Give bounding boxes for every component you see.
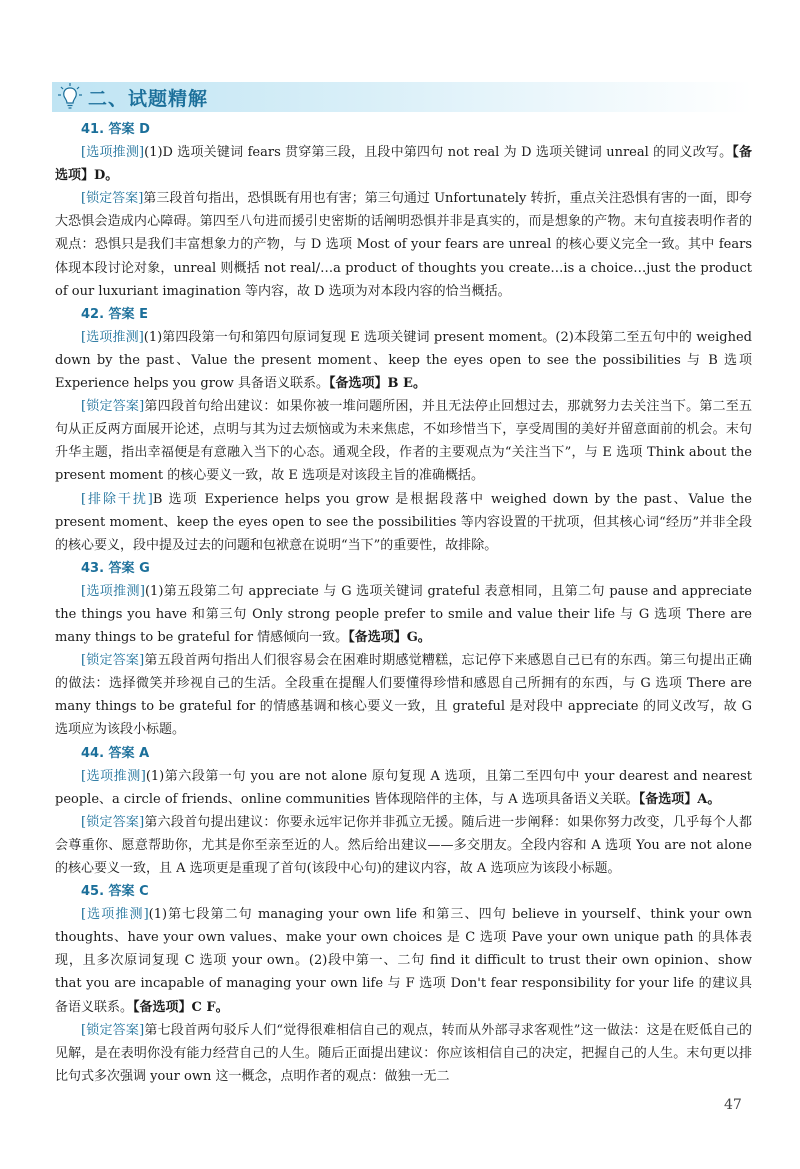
- answer-heading-43: 43. 答案 G: [81, 560, 150, 576]
- paragraph-41-lock: [锁定答案]第三段首句指出，恐惧既有用也有害；第三句通过 Unfortunately 转折，重点关注恐惧有害的一面，即夸大恐惧会造成内心障碍。第四至八句进而援引史密斯的话阐明恐惧并非是真实的，而是想象的产物。末句直接表明作者的观点：恐惧只是我们丰富想象力的产物，与 D 选项 Most of your fears are unreal 的核心要义完全一致。其中 fears 体现本段讨论对象，unreal 则概括 not real/…a product of thoughts you create…is a choice…just the product of our luxuriant imagination 等内容，故 D 选项为对本段内容的恰当概括。: [55, 191, 752, 299]
- answer-heading-42: 42. 答案 E: [81, 306, 148, 322]
- tag-label: [选项推测]: [81, 329, 144, 345]
- lightbulb-icon: [58, 82, 82, 112]
- tag-label: [锁定答案]: [81, 814, 145, 830]
- tag-label: [排除干扰]: [81, 491, 153, 507]
- backup-option: 【备选项】C F。: [133, 999, 229, 1015]
- tag-label: [锁定答案]: [81, 653, 145, 669]
- tag-label: [选项推测]: [81, 907, 149, 923]
- tag-label: [选项推测]: [81, 768, 146, 784]
- paragraph-41-predict: [选项推测](1)D 选项关键词 fears 贯穿第三段，且段中第四句 not real 为 D 选项关键词 unreal 的同义改写。【备选项】D。: [55, 145, 752, 184]
- backup-option: 【备选项】B E。: [329, 376, 426, 392]
- tag-label: [锁定答案]: [81, 1022, 145, 1038]
- answer-heading-45: 45. 答案 C: [81, 884, 149, 900]
- paragraph-43-lock: [锁定答案]第五段首两句指出人们很容易会在困难时期感觉糟糕，忘记停下来感恩自己已有的东西。第三句提出正确的做法：选择微笑并珍视自己的生活。全段重在提醒人们要懂得珍惜和感恩自己所拥有的东西，与 G 选项 There are many things to be grateful for 的情感基调和核心要义一致，且 grateful 是对段中 appreciate 的同义改写，故 G 选项应为该段小标题。: [55, 653, 752, 738]
- backup-option: 【备选项】G。: [348, 630, 431, 646]
- page-number: 47: [724, 1097, 742, 1113]
- paragraph-42-exclude: [排除干扰]B 选项 Experience helps you grow 是根据段落中 weighed down by the past、Value the present moment、keep the eyes open to see the possibilities 等内容设置的干扰项，但其核心词“经历”并非全段的核心要义，段中提及过去的问题和包袱意在说明“当下”的重要性，故排除。: [55, 491, 752, 553]
- paragraph-45-predict: [选项推测](1)第七段第二句 managing your own life 和第三、四句 believe in yourself、think your own thoughts、have your own values、make your own choices 是 C 选项 Pave your own unique path 的具体表现，且多次原词复现 C 选项 your own。(2)段中第一、二句 find it difficult to trust their own opinion、show that you are incapable of managing your own life 与 F 选项 Don't fear responsibility for your life 的建议具备语义联系。【备选项】C F。: [55, 907, 752, 1015]
- tag-label: [选项推测]: [81, 145, 145, 161]
- section-title: 二、试题精解: [88, 88, 209, 110]
- tag-label: [选项推测]: [81, 583, 145, 599]
- paragraph-42-lock: [锁定答案]第四段首句给出建议：如果你被一堆问题所困，并且无法停止回想过去，那就努力去关注当下。第二至五句从正反两方面展开论述，点明与其为过去烦恼或为未来焦虑，不如珍惜当下，享受周围的美好并留意面前的机会。末句升华主题，指出幸福便是有意融入当下的心态。通观全段，作者的主要观点为“关注当下”，与 E 选项 Think about the present moment 的核心要义一致，故 E 选项是对该段主旨的准确概括。: [55, 399, 752, 484]
- paragraph-42-predict: [选项推测](1)第四段第一句和第四句原词复现 E 选项关键词 present moment。(2)本段第二至五句中的 weighed down by the past、Value the present moment、keep the eyes open to see the possibilities 与 B 选项 Experience helps you grow 具备语义联系。【备选项】B E。: [55, 329, 752, 392]
- answer-heading-41: 41. 答案 D: [81, 122, 150, 137]
- answer-heading-44: 44. 答案 A: [81, 745, 150, 761]
- backup-option: 【备选项】D。: [55, 145, 752, 184]
- paragraph-44-predict: [选项推测](1)第六段第一句 you are not alone 原句复现 A 选项，且第二至四句中 your dearest and nearest people、a circle of friends、online communities 皆体现陪伴的主体，与 A 选项具备语义关联。【备选项】A。: [55, 768, 752, 807]
- backup-option: 【备选项】A。: [638, 791, 721, 807]
- paragraph-43-predict: [选项推测](1)第五段第二句 appreciate 与 G 选项关键词 grateful 表意相同，且第二句 pause and appreciate the things you have 和第三句 Only strong people prefer to smile and value their life 与 G 选项 There are many things to be grateful for 情感倾向一致。【备选项】G。: [55, 583, 752, 646]
- answer-content: [55, 118, 752, 1088]
- section-header: [52, 82, 752, 112]
- paragraph-44-lock: [锁定答案]第六段首句提出建议：你要永远牢记你并非孤立无援。随后进一步阐释：如果你努力改变，几乎每个人都会尊重你、愿意帮助你，尤其是你至亲至近的人。然后给出建议——多交朋友。全段内容和 A 选项 You are not alone 的核心要义一致，且 A 选项更是重现了首句(该段中心句)的建议内容，故 A 选项应为该段小标题。: [55, 814, 752, 876]
- tag-label: [锁定答案]: [81, 399, 145, 415]
- paragraph-45-lock: [锁定答案]第七段首两句驳斥人们“觉得很难相信自己的观点，转而从外部寻求客观性”这一做法：这是在贬低自己的见解，是在表明你没有能力经营自己的人生。随后正面提出建议：你应该相信自己的决定，把握自己的人生。末句更以排比句式多次强调 your own 这一概念，点明作者的观点：做独一无二: [55, 1022, 752, 1084]
- tag-label: [锁定答案]: [81, 191, 144, 207]
